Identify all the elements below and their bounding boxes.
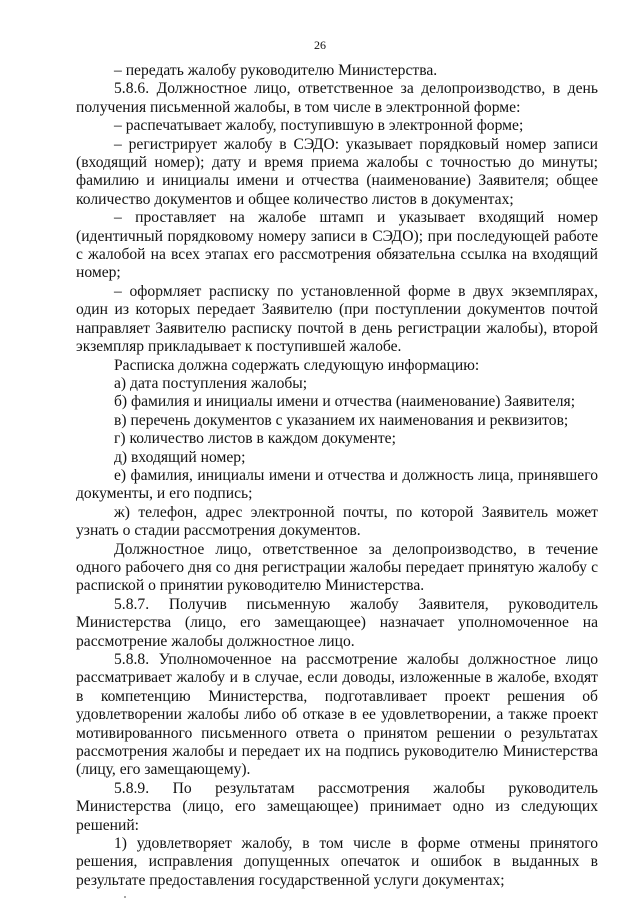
list-item-register-complaint: – регистрирует жалобу в СЭДО: указывает порядковый номер записи (входящий номер); дату и время приема жалобы с точностью до минуты; фамилию и инициалы имени и отчества (наименование) Заявителя; общее количество документов и общее количество листов в документах; [76, 135, 598, 208]
clause-5-8-8: 5.8.8. Уполномоченное на рассмотрение жалобы должностное лицо рассматривает жалобу и в случае, если доводы, изложенные в жалобе, входят в компетенцию Министерства, подготавливает проект решения об удовлетворении жалобы либо об отказе в ее удовлетворении, а также проект мотивированного письменного ответа о принятом решении о результатах рассмотрения жалобы и передает их на подпись руководителю Министерства (лицу, его замещающему). [76, 651, 598, 779]
list-item-print-complaint: – распечатывает жалобу, поступившую в электронной форме; [114, 117, 524, 135]
decision-item-1: 1) удовлетворяет жалобу, в том числе в форме отмены принятого решения, исправления допущенных опечаток и ошибок в выданных в результате предоставления государственной услуги документах; [76, 835, 598, 889]
receipt-item-g: г) количество листов в каждом документе; [114, 430, 396, 448]
receipt-item-d: д) входящий номер; [114, 448, 246, 466]
receipt-item-a: а) дата поступления жалобы; [114, 374, 308, 392]
receipt-item-e: е) фамилия, инициалы имени и отчества и должность лица, принявшего документы, и его подпись; [76, 466, 598, 503]
receipt-contents-intro: Расписка должна содержать следующую информацию: [114, 356, 480, 374]
clause-5-8-6: 5.8.6. Должностное лицо, ответственное за делопроизводство, в день получения письменной жалобы, в том числе в электронной форме: [76, 80, 598, 116]
document-body [76, 62, 598, 890]
scan-artifact [124, 896, 126, 898]
list-item-forward-complaint: – передать жалобу руководителю Министерства. [114, 62, 438, 79]
list-item-stamp-complaint: – проставляет на жалобе штамп и указывает входящий номер (идентичный порядковому номеру записи в СЭДО); при последующей работе с жалобой на всех этапах его рассмотрения обязательна ссылка на входящий номер; [76, 209, 598, 282]
clause-5-8-9: 5.8.9. По результатам рассмотрения жалобы руководитель Министерства (лицо, его замещающее) принимает одно из следующих решений: [76, 779, 598, 834]
receipt-item-b: б) фамилия и инициалы имени и отчества (наименование) Заявителя; [114, 393, 576, 411]
list-item-issue-receipt: – оформляет расписку по установленной форме в двух экземплярах, один из которых передает Заявителю (при поступлении документов почтой направляет Заявителю расписку почтой в день регистрации жалобы), второй экземпляр прикладывает к поступившей жалобе. [76, 282, 598, 356]
receipt-item-zh: ж) телефон, адрес электронной почты, по которой Заявитель может узнать о стадии рассмотрения документов. [76, 503, 598, 540]
paragraph-transfer-complaint: Должностное лицо, ответственное за делопроизводство, в течение одного рабочего дня со дня регистрации жалобы передает принятую жалобу с распиской о принятии руководителю Министерства. [76, 540, 598, 595]
clause-5-8-7: 5.8.7. Получив письменную жалобу Заявителя, руководитель Министерства (лицо, его замещающее) назначает уполномоченное на рассмотрение жалобы должностное лицо. [76, 595, 598, 650]
receipt-item-v: в) перечень документов с указанием их наименования и реквизитов; [114, 411, 569, 429]
page-number: 26 [314, 38, 326, 52]
